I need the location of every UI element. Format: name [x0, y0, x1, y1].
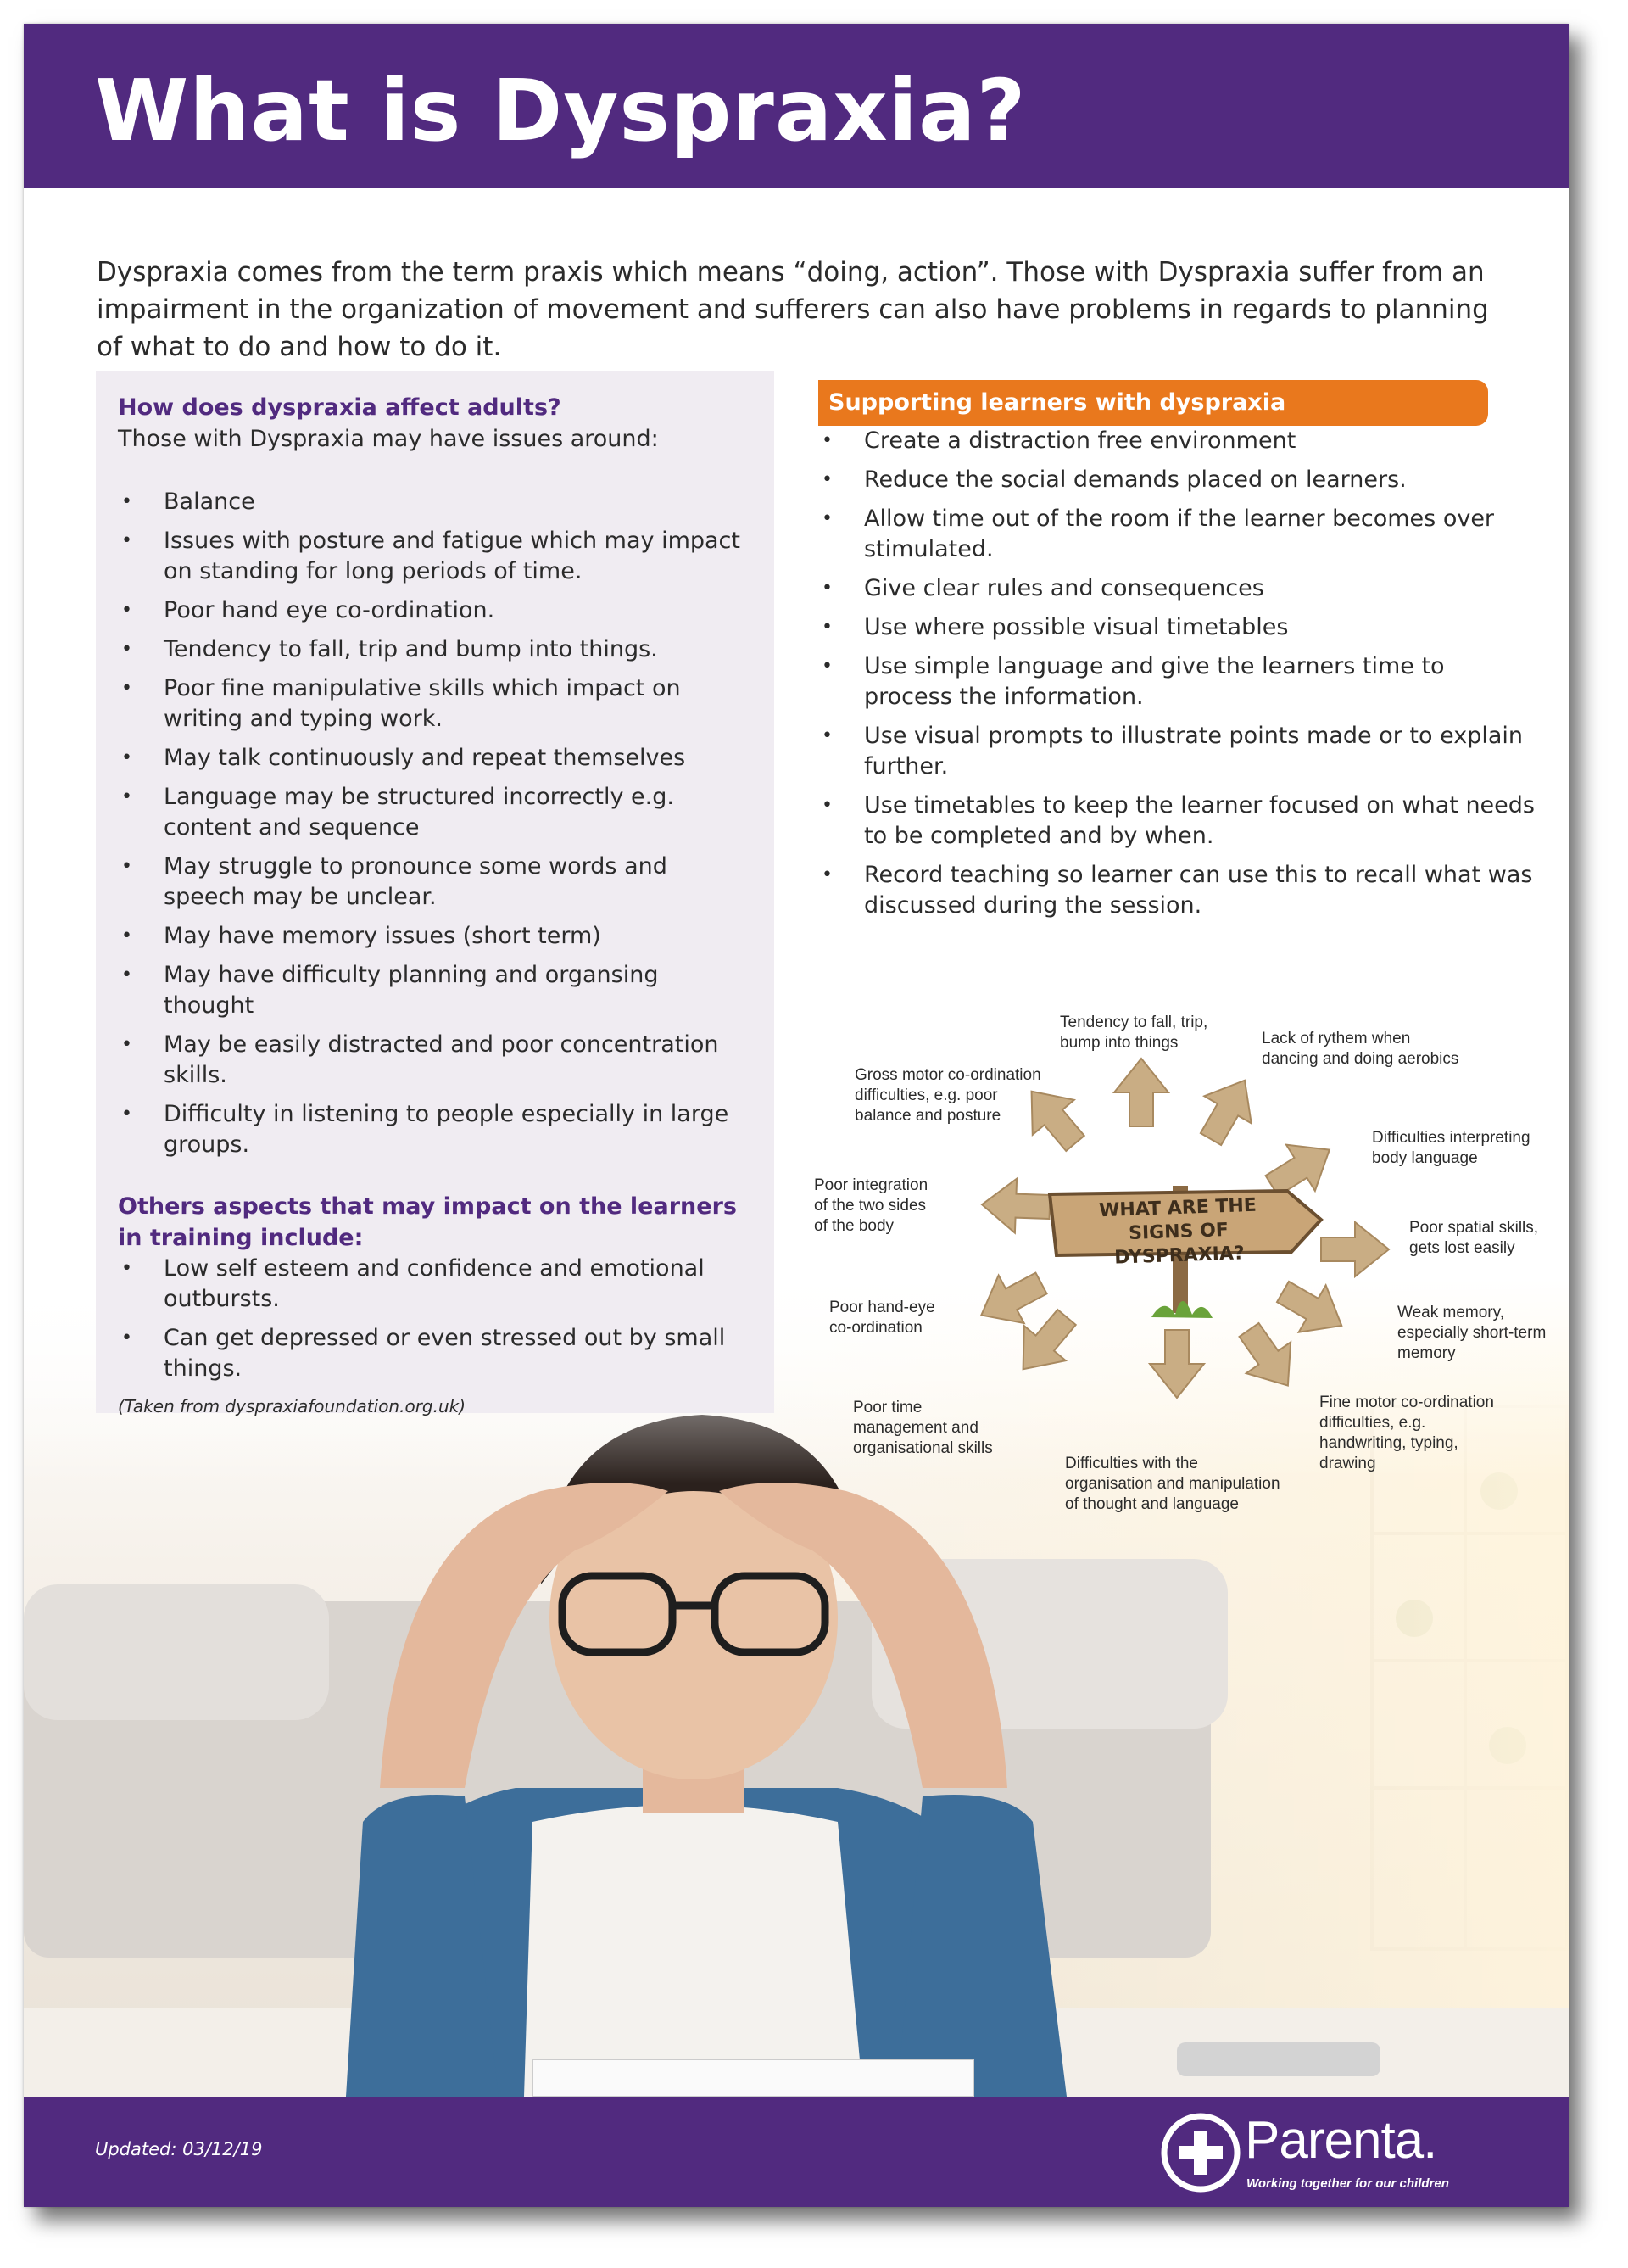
list-item: • May be easily distracted and poor concentration skills. — [121, 1031, 719, 1088]
arrow-icon — [1150, 1330, 1204, 1398]
list-item: • Use visual prompts to illustrate points made or to explain further. — [822, 723, 1524, 779]
list-item: • Language may be structured incorrectly e.g. content and sequence — [121, 784, 674, 841]
arrow-icon — [1114, 1059, 1168, 1126]
parenta-logo[interactable] — [1160, 2109, 1533, 2202]
label-gross: Gross motor co-ordination difficulties, e.g. poor balance and posture — [855, 1066, 1041, 1125]
adults-panel — [96, 371, 774, 1416]
list-item: • Create a distraction free environment — [822, 427, 1296, 454]
list-item: • Use where possible visual timetables — [822, 614, 1289, 640]
adults-list — [118, 487, 750, 1160]
list-item: • May have difficulty planning and organsing thought — [121, 962, 659, 1019]
source-note: (Taken from dyspraxiafoundation.org.uk) — [118, 1396, 466, 1416]
header-banner — [24, 24, 1569, 188]
signs-diagram — [787, 982, 1550, 1525]
brand-name: Parenta. — [1245, 2111, 1437, 2170]
list-item: • May have memory issues (short term) — [121, 923, 601, 949]
list-item: • Issues with posture and fatigue which may impact on standing for long periods of time. — [121, 528, 740, 584]
list-item: • May struggle to pronounce some words and speech may be unclear. — [121, 853, 667, 910]
footer-banner — [24, 2097, 1569, 2207]
arrow-icon — [1227, 1315, 1310, 1401]
supporting-heading: Supporting learners with dyspraxia — [818, 380, 1488, 426]
arrow-icon — [1187, 1067, 1268, 1153]
list-item: • Tendency to fall, trip and bump into things. — [121, 636, 658, 662]
list-item: • Balance — [121, 489, 255, 515]
others-heading: Others aspects that may impact on the learners in training include: — [118, 1193, 737, 1251]
arrow-icon — [1269, 1268, 1355, 1349]
label-fall: Tendency to fall, trip, bump into things — [1060, 1014, 1208, 1052]
signpost-text: WHAT ARE THE SIGNS OF DYSPRAXIA? — [1098, 1194, 1257, 1269]
label-body: Difficulties interpreting body language — [1372, 1129, 1530, 1167]
list-item: • Reduce the social demands placed on learners. — [822, 466, 1407, 493]
label-fine: Fine motor co-ordination difficulties, e.g. handwriting, typing, drawing — [1319, 1394, 1494, 1472]
label-handeye: Poor hand-eye co-ordination — [829, 1299, 935, 1337]
list-item: • Give clear rules and consequences — [822, 575, 1264, 601]
list-item: • Allow time out of the room if the learner becomes over stimulated. — [822, 506, 1495, 562]
adults-subheading: Those with Dyspraxia may have issues around: — [118, 426, 659, 452]
list-item: • Difficulty in listening to people especially in large groups. — [121, 1101, 729, 1158]
list-item: • Record teaching so learner can use this to recall what was discussed during the session. — [822, 862, 1533, 919]
page-title: What is Dyspraxia? — [95, 61, 1027, 160]
supporting-list — [818, 426, 1535, 921]
list-item: • Low self esteem and confidence and emotional outbursts. — [121, 1255, 705, 1312]
label-spatial: Poor spatial skills, gets lost easily — [1409, 1219, 1539, 1257]
label-time: Poor time management and organisational skills — [853, 1399, 993, 1457]
updated-date: Updated: 03/12/19 — [95, 2139, 263, 2159]
intro-paragraph: Dyspraxia comes from the term praxis which means “doing, action”. Those with Dyspraxia suffer from an impairment in the organization of movement and sufferers can also have problems in regards to planning of what to do and how to do it. — [97, 257, 1489, 362]
supporting-section — [818, 380, 1535, 930]
list-item: • Poor fine manipulative skills which impact on writing and typing work. — [121, 675, 681, 732]
label-integration: Poor integration of the two sides of the body — [814, 1176, 928, 1235]
list-item: • May talk continuously and repeat themselves — [121, 745, 686, 771]
label-thought: Difficulties with the organisation and manipulation of thought and language — [1065, 1455, 1280, 1513]
cross-logo-icon — [1160, 2112, 1241, 2193]
brand-tagline: Working together for our children — [1246, 2176, 1449, 2191]
list-item: • Use timetables to keep the learner focused on what needs to be completed and by when. — [822, 792, 1535, 849]
list-item: • Poor hand eye co-ordination. — [121, 597, 495, 623]
arrow-icon — [968, 1260, 1054, 1339]
document-page — [24, 24, 1569, 2207]
list-item: • Use simple language and give the learners time to process the information. — [822, 653, 1445, 710]
others-list — [118, 1254, 750, 1384]
arrow-icon — [981, 1177, 1051, 1234]
label-rhythm: Lack of rythem when dancing and doing aerobics — [1262, 1030, 1459, 1068]
adults-heading: How does dyspraxia affect adults? — [118, 394, 561, 421]
list-item: • Can get depressed or even stressed out by small things. — [121, 1325, 726, 1382]
arrow-icon — [1321, 1222, 1389, 1276]
label-memory: Weak memory, especially short-term memory — [1397, 1304, 1547, 1362]
